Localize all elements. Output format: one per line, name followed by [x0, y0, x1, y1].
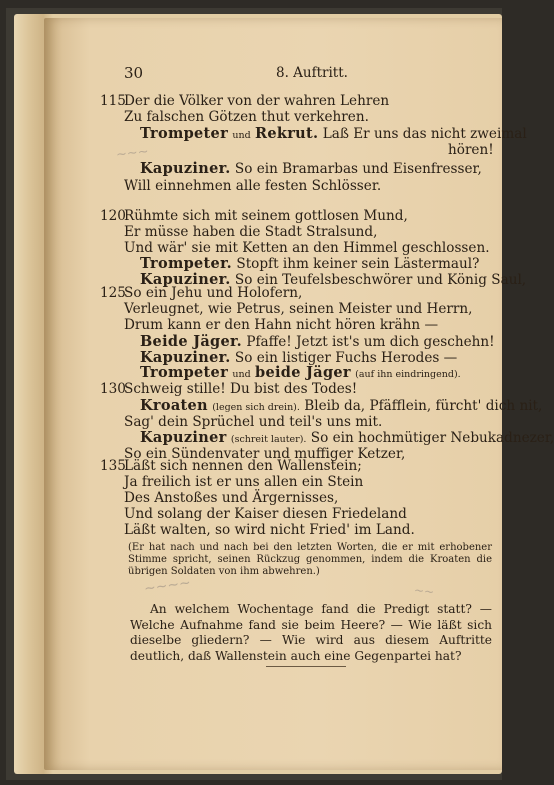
line-number: 125: [100, 285, 126, 301]
verse-text: Laß Er uns das nicht zweimal: [322, 126, 527, 142]
speaker-name: Trompeter.: [140, 255, 233, 272]
verse-text: Bleib da, Pfäfflein, fürcht' dich nit,: [304, 398, 543, 414]
speaker-name: Kapuziner.: [140, 160, 231, 177]
speech-line: [140, 161, 482, 177]
verse-text: So ein listiger Fuchs Herodes —: [234, 350, 458, 366]
verse-line: So ein Sündenvater und muffiger Ketzer,: [124, 446, 406, 462]
verse-text: Stopft ihm keiner sein Lästermaul?: [236, 256, 480, 272]
stage-direction-inline: (legen sich drein).: [212, 402, 300, 413]
speaker-name: Kapuziner.: [140, 271, 231, 288]
speaker-joiner: und: [232, 130, 251, 141]
speaker-joiner: und: [232, 369, 251, 380]
verse-line: So ein Jehu und Holofern,: [124, 285, 303, 301]
speaker-name: Kroaten: [140, 397, 208, 414]
line-number: 115: [100, 93, 126, 109]
line-number: 135: [100, 458, 126, 474]
verse-line: Des Anstoßes und Ärgernisses,: [124, 490, 339, 506]
speaker-name: Trompeter: [140, 364, 229, 381]
speaker-name: Kapuziner.: [140, 349, 231, 366]
verse-line: hören!: [448, 142, 494, 158]
speaker-name: beide Jäger: [255, 364, 351, 381]
verse-line: Ja freilich ist er uns allen ein Stein: [124, 474, 364, 490]
verse-text: So ein Teufelsbeschwörer und König Saul,: [234, 272, 527, 288]
verse-line: Und solang der Kaiser diesen Friedeland: [124, 506, 407, 522]
running-head: 8. Auftritt.: [276, 65, 348, 81]
verse-line: Und wär' sie mit Ketten an den Himmel geschlossen.: [124, 240, 490, 256]
verse-line: Sag' dein Sprüchel und teil's uns mit.: [124, 414, 383, 430]
pencil-annotation: ~~~: [115, 144, 150, 163]
verse-line: Rühmte sich mit seinem gottlosen Mund,: [124, 208, 408, 224]
verse-line: Läßt sich nennen den Wallenstein;: [124, 458, 362, 474]
speech-line: [140, 256, 479, 272]
verse-text: So ein Bramarbas und Eisenfresser,: [234, 161, 482, 177]
speaker-name: Beide Jäger.: [140, 333, 242, 350]
line-number: 130: [100, 381, 126, 397]
book-page: [44, 18, 554, 770]
divider: [266, 666, 346, 667]
verse-text: So ein hochmütiger Nebukadnezer,: [310, 430, 554, 446]
verse-line: Drum kann er den Hahn nicht hören krähn —: [124, 317, 439, 333]
verse-text: Pfaffe! Jetzt ist's um dich geschehn!: [246, 334, 495, 350]
pencil-annotation: ~~: [413, 582, 435, 600]
study-questions: An welchem Wochentage fand die Predigt statt? — Welche Aufnahme fand sie beim Heere? — Wie läßt sich dieselbe gliedern? — Wie wird aus diesem Auftritte deutlich, daß Wallenstein auch eine Gegenpartei hat?: [130, 602, 492, 663]
pencil-annotation: ~~~~: [143, 574, 192, 598]
speech-line: [140, 334, 495, 350]
verse-line: Verleugnet, wie Petrus, seinen Meister und Herrn,: [124, 301, 473, 317]
speaker-name: Rekrut.: [255, 125, 319, 142]
verse-line: Will einnehmen alle festen Schlösser.: [124, 178, 382, 194]
verse-line: Zu falschen Götzen thut verkehren.: [124, 109, 369, 125]
verse-line: Schweig stille! Du bist des Todes!: [124, 381, 358, 397]
stage-direction-inline: (auf ihn eindringend).: [355, 369, 461, 380]
page-number: 30: [124, 64, 144, 82]
stage-direction-inline: (schreit lauter).: [230, 434, 307, 445]
stage-direction: (Er hat nach und nach bei den letzten Worten, die er mit erhobener Stimme spricht, seinen Rückzug genommen, indem die Kroaten die übrigen Soldaten von ihm abwehren.): [128, 542, 492, 577]
line-number: 120: [100, 208, 126, 224]
verse-line: Der die Völker von der wahren Lehren: [124, 93, 390, 109]
speaker-name: Trompeter: [140, 125, 229, 142]
verse-line: Er müsse haben die Stadt Stralsund,: [124, 224, 378, 240]
speaker-name: Kapuziner: [140, 429, 227, 446]
verse-line: Läßt walten, so wird nicht Fried' im Land.: [124, 522, 415, 538]
